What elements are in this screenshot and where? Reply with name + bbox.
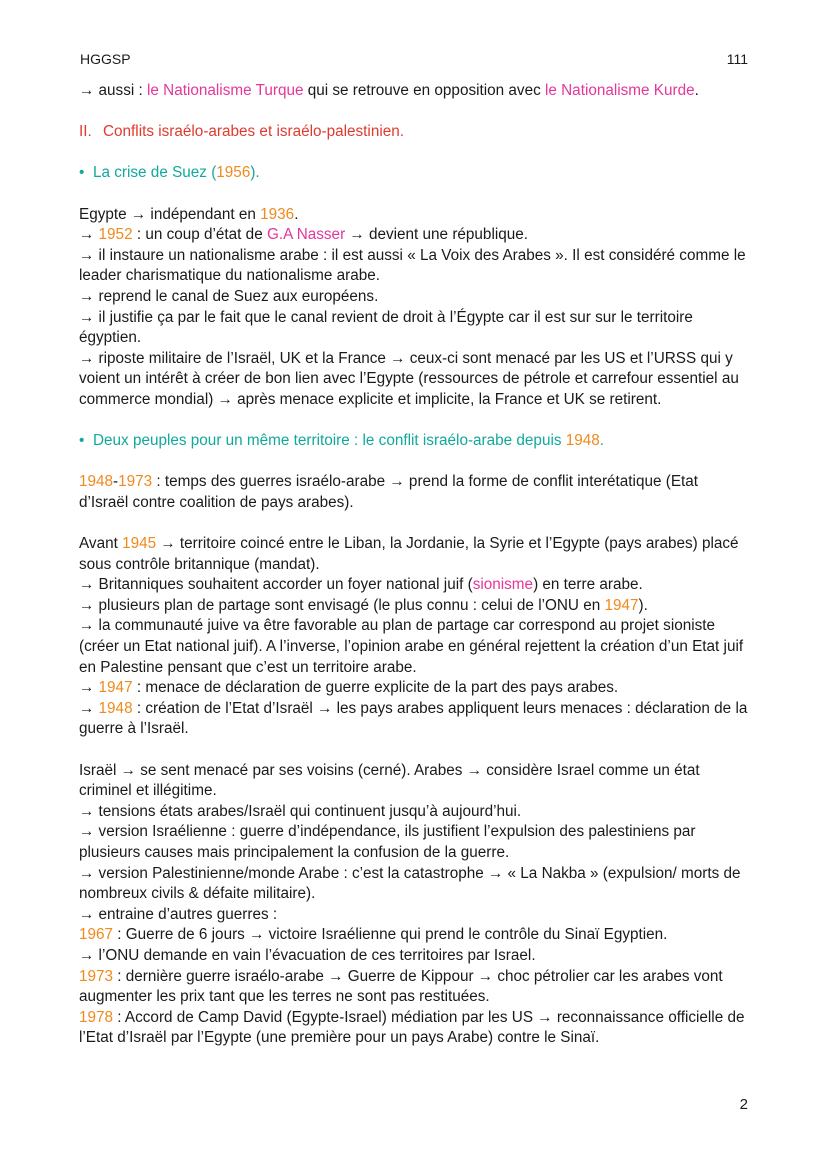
paragraph [79,205,751,226]
highlighted-text: 1948 [98,699,133,717]
text-run: → entraine d’autres guerres : [79,905,278,923]
text-run: → il instaure un nationalisme arabe : il est aussi « La Voix des Arabes ». Il est considéré comme le leader charismatique du nationalisme arabe. [79,246,746,285]
highlighted-text: Deux peuples pour un même territoire : le conflit israélo-arabe depuis [93,432,566,450]
paragraph-gap [79,102,751,123]
highlighted-text: sionisme [472,576,534,594]
text-run: : temps des guerres israélo-arabe → prend la forme de conflit interétatique (Etat d’Israël contre coalition de pays arabes). [79,473,699,511]
text-run: → version Palestinienne/monde Arabe : c’est la catastrophe → « La Nakba » (expulsion/ morts de nombreux civils & défaite militaire). [79,864,741,903]
text-run: → il justifie ça par le fait que le canal revient de droit à l’Égypte car il est sur sur le territoire égyptien. [79,308,693,347]
text-run: → [79,226,99,244]
text-run: → devient une république. [345,226,529,244]
text-run: : dernière guerre israélo-arabe → Guerre de Kippour → choc pétrolier car les arabes vont augmenter les prix tant que les terres ne sont pas restituées. [79,967,723,1006]
paragraph [79,596,751,617]
text-run: . [294,205,299,223]
highlighted-text: 1936 [260,205,295,223]
paragraph-gap [79,184,751,205]
paragraph [79,308,751,349]
highlighted-text: le Nationalisme Turque [147,82,304,99]
footer-page-number: 2 [739,1096,748,1113]
paragraph-gap [79,740,751,761]
text-run: ). [638,596,648,614]
paragraph [79,349,751,411]
paragraph [79,822,751,863]
text-run: → l’ONU demande en vain l’évacuation de ces territoires par Israel. [79,946,536,964]
highlighted-text: 1973 [79,967,114,985]
highlighted-text: 1947 [98,679,133,697]
bullet-heading [79,163,751,184]
header-subject: HGGSP [80,51,131,67]
paragraph [79,246,751,287]
header-page-number: 111 [726,51,748,67]
paragraph [79,699,751,740]
paragraph [79,864,751,905]
text-run: qui se retrouve en opposition avec [303,82,545,99]
text-run: : menace de déclaration de guerre explicite de la part des pays arabes. [132,679,619,697]
paragraph [79,761,751,802]
highlighted-text: 1956 [216,164,251,182]
highlighted-text: 1945 [122,535,157,553]
text-run: → plusieurs plan de partage sont envisagé (le plus connu : celui de l’ONU en [79,596,605,614]
paragraph [79,472,751,513]
text-run: → [79,699,99,717]
text-run: → territoire coincé entre le Liban, la Jordanie, la Syrie et l’Egypte (pays arabes) placé sous contrôle britannique (mandat). [79,535,739,573]
bullet-heading [79,431,751,452]
highlighted-text: G.A Nasser [266,226,346,244]
highlighted-text: 1948 [79,473,114,491]
paragraph [79,534,751,575]
text-run: → aussi : [79,82,148,99]
highlighted-text: 1978 [79,1008,114,1026]
highlighted-text: 1948 [565,432,600,450]
text-run: : Accord de Camp David (Egypte-Israel) médiation par les US → reconnaissance officielle de l’Etat d’Israël par l’Egypte (une première pour un pays Arabe) contre le Sinaï. [79,1008,745,1047]
section-title: Conflits israélo-arabes et israélo-palestinien. [103,123,404,141]
text-run: Israël → se sent menacé par ses voisins (cerné). Arabes → considère Israel comme un état criminel et illégitime. [79,761,700,800]
text-run: : Guerre de 6 jours → victoire Israélienne qui prend le contrôle du Sinaï Egyptien. [113,926,668,944]
bullet-marker: • [79,164,85,182]
paragraph [79,616,751,678]
highlighted-text: le Nationalisme Kurde [544,82,695,99]
highlighted-text: 1967 [79,926,114,944]
section-heading [79,122,751,143]
paragraph [79,225,751,246]
paragraph [79,81,751,102]
paragraph [79,802,751,823]
paragraph-gap [79,513,751,534]
text-run: - [113,473,119,491]
paragraph-gap [79,143,751,164]
paragraph [79,678,751,699]
document-body [79,81,751,1049]
text-run: → reprend le canal de Suez aux européens. [79,287,379,305]
paragraph [79,287,751,308]
text-run: → version Israélienne : guerre d’indépendance, ils justifient l’expulsion des palestiniens par plusieurs causes mais principalement la confusion de la guerre. [79,823,696,861]
paragraph [79,925,751,946]
highlighted-text: La crise de Suez ( [93,164,217,182]
paragraph-gap [79,452,751,473]
text-run: → [79,679,99,697]
paragraph [79,946,751,967]
paragraph [79,967,751,1008]
text-run: ) en terre arabe. [533,576,643,594]
text-run: : création de l’Etat d’Israël → les pays arabes appliquent leurs menaces : déclaration de la guerre à l’Israël. [79,699,748,738]
text-run: → riposte militaire de l’Israël, UK et la France → ceux-ci sont menacé par les US et l’URSS qui y voient un intérêt à créer de bon lien avec l’Egypte (ressources de pétrole et carrefour essentiel au commerce mondial) → après menace explicite et implicite, la France et UK se retirent. [79,349,739,408]
text-run: : un coup d’état de [132,226,267,244]
highlighted-text: 1947 [604,596,639,614]
paragraph-gap [79,411,751,432]
text-run: → tensions états arabes/Israël qui continuent jusqu’à aujourd’hui. [79,802,522,820]
highlighted-text: . [599,432,605,450]
text-run: → Britanniques souhaitent accorder un foyer national juif ( [79,576,473,594]
text-run: . [694,82,699,99]
paragraph [79,575,751,596]
paragraph [79,905,751,926]
text-run: Avant [79,535,123,553]
section-number: II. [79,123,92,141]
bullet-marker: • [79,432,85,450]
text-run: Egypte → indépendant en [79,205,261,223]
highlighted-text: ). [250,164,260,182]
paragraph [79,1008,751,1049]
text-run: → la communauté juive va être favorable au plan de partage car correspond au projet sioniste (créer un Etat national juif). A l’inverse, l’opinion arabe en général rejettent la création d’un Etat juif en Palestine pensant que c’est un territoire arabe. [79,617,744,676]
highlighted-text: 1952 [98,226,133,244]
highlighted-text: 1973 [118,473,153,491]
